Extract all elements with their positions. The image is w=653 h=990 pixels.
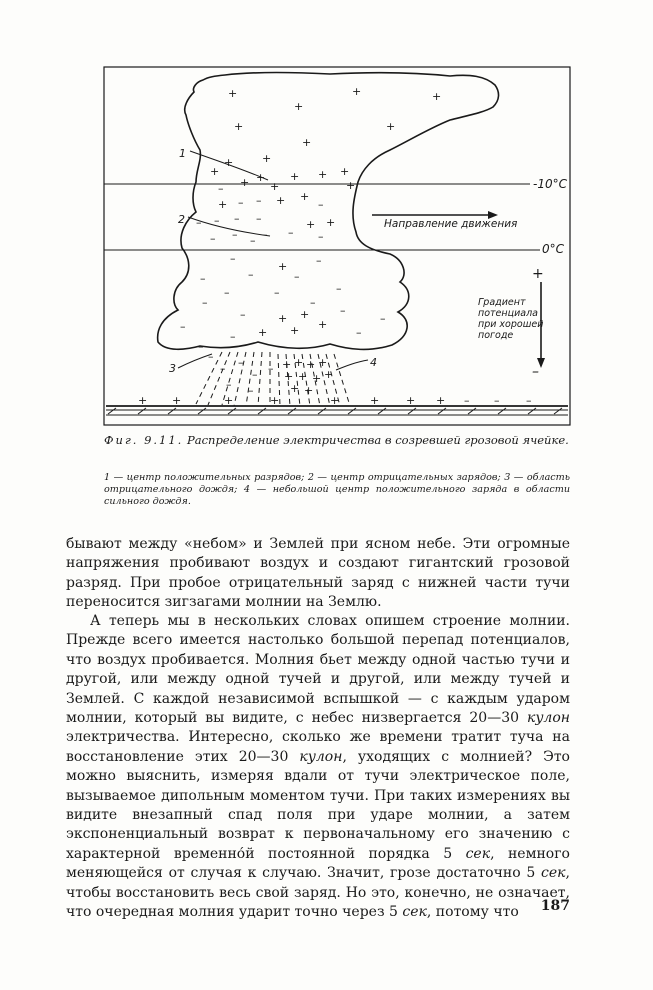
thundercloud-figure — [0, 0, 653, 430]
p2-part-7: сек — [541, 865, 566, 882]
gradient-minus: – — [532, 364, 539, 380]
svg-text:+: + — [282, 358, 292, 371]
ground-hatching — [106, 408, 568, 415]
svg-text:+: + — [138, 394, 148, 407]
svg-text:–: – — [220, 362, 226, 375]
label-direction: Направление движения — [384, 218, 518, 230]
svg-text:–: – — [248, 268, 254, 281]
figure-title: Распределение электричества в созревшей грозовой ячейке. — [187, 433, 569, 447]
svg-text:–: – — [274, 286, 280, 299]
svg-text:–: – — [226, 378, 232, 391]
svg-text:–: – — [256, 212, 262, 225]
svg-text:+: + — [318, 318, 328, 331]
svg-text:+: + — [406, 394, 416, 407]
svg-text:+: + — [270, 394, 280, 407]
svg-text:+: + — [300, 190, 310, 203]
p2-part-3: кулон — [299, 748, 343, 765]
svg-text:+: + — [436, 394, 446, 407]
p2-part-0: А теперь мы в нескольких словах опишем строение молнии. Прежде всего имеется настолько большой перепад потенциалов, что воздух пробивается. Молния бьет между одной частью тучи и другой, или между одной тучей и другой, или между тучей и Землей. С каждой независимой вспышкой — с каждым ударом молнии, который вы видите, с небес низвергается 20—30 — [66, 613, 570, 727]
svg-text:–: – — [198, 340, 204, 353]
svg-text:+: + — [294, 356, 304, 369]
svg-text:+: + — [240, 176, 250, 189]
svg-text:–: – — [230, 330, 236, 343]
gradient-line-4: погоде — [478, 330, 514, 341]
svg-text:–: – — [218, 182, 224, 195]
svg-text:–: – — [238, 356, 244, 369]
svg-text:–: – — [200, 272, 206, 285]
svg-text:–: – — [210, 232, 216, 245]
callout-3-line — [178, 354, 212, 368]
p2-part-4: , уходящих с молнией? Это можно выяснить, измеряя вдали от тучи электрическое поле, вызываемое дипольным моментом тучи. При таких измерениях вы видите внезапный спад поля при ударе молнии, а затем экспоненциальный возврат к первоначальному его значению с характерной временно́й постоянной порядка 5 — [66, 748, 570, 862]
p2-part-1: кулон — [526, 710, 570, 727]
svg-text:–: – — [262, 228, 268, 241]
svg-text:+: + — [278, 260, 288, 273]
svg-text:+: + — [258, 326, 268, 339]
svg-text:+: + — [270, 180, 280, 193]
svg-text:+: + — [210, 165, 220, 178]
svg-text:+: + — [234, 120, 244, 133]
svg-text:+: + — [312, 372, 322, 385]
svg-text:+: + — [306, 358, 316, 371]
svg-text:+: + — [386, 120, 396, 133]
svg-text:–: – — [230, 252, 236, 265]
svg-text:+: + — [294, 100, 304, 113]
label-zero: 0°C — [542, 242, 565, 256]
svg-text:–: – — [336, 282, 342, 295]
svg-text:+: + — [256, 171, 266, 184]
page-number: 187 — [540, 898, 570, 914]
svg-text:–: – — [248, 384, 254, 397]
figure-label: Фиг. 9.11. — [104, 433, 184, 447]
svg-text:–: – — [202, 296, 208, 309]
figure-legend: 1 — центр положительных разрядов; 2 — центр отрицательных зарядов; 3 — область отрицательного дождя; 4 — небольшой центр положительного заряда в области сильного дождя. — [104, 472, 570, 507]
svg-text:+: + — [278, 312, 288, 325]
svg-text:–: – — [494, 394, 500, 407]
gradient-line-1: Градиент — [478, 297, 526, 308]
svg-text:+: + — [172, 394, 182, 407]
callout-3: 3 — [169, 362, 176, 375]
p2-part-8: , чтобы восстановить весь свой заряд. Но это, конечно, не означает, что очередная молния ударит точно через 5 — [66, 865, 570, 921]
svg-text:+: + — [228, 87, 238, 100]
gradient-line-3: при хорошей — [478, 319, 544, 330]
svg-text:+: + — [224, 156, 234, 169]
svg-text:–: – — [252, 368, 258, 381]
svg-text:+: + — [324, 368, 334, 381]
svg-text:+: + — [218, 198, 228, 211]
callout-1: 1 — [179, 147, 186, 160]
svg-text:–: – — [224, 286, 230, 299]
svg-text:–: – — [380, 312, 386, 325]
callout-4: 4 — [370, 356, 377, 369]
svg-text:+: + — [290, 324, 300, 337]
svg-text:+: + — [318, 356, 328, 369]
svg-text:+: + — [340, 165, 350, 178]
svg-text:–: – — [288, 226, 294, 239]
svg-text:–: – — [316, 254, 322, 267]
paragraph-1 — [66, 535, 570, 613]
svg-text:–: – — [238, 196, 244, 209]
svg-text:–: – — [310, 296, 316, 309]
svg-text:–: – — [464, 394, 470, 407]
svg-text:–: – — [196, 216, 202, 229]
callout-2: 2 — [178, 213, 185, 226]
paragraph-2-text — [66, 612, 570, 923]
gradient-line-2: потенциала — [478, 308, 538, 319]
svg-text:+: + — [276, 194, 286, 207]
svg-text:–: – — [526, 394, 532, 407]
charge-symbols — [138, 85, 532, 407]
svg-text:+: + — [326, 216, 336, 229]
cloud-outline — [158, 73, 499, 350]
svg-text:–: – — [240, 308, 246, 321]
svg-text:–: – — [318, 230, 324, 243]
svg-text:+: + — [352, 85, 362, 98]
svg-text:+: + — [290, 382, 300, 395]
svg-text:+: + — [284, 370, 294, 383]
svg-text:–: – — [180, 320, 186, 333]
svg-text:–: – — [268, 362, 274, 375]
svg-text:+: + — [370, 394, 380, 407]
p2-part-10: , потому что — [426, 904, 519, 921]
p2-part-5: сек — [465, 845, 491, 862]
paragraph-1-text: бывают между «небом» и Землей при ясном небе. Эти огромные напряжения пробивают воздух и создают гигантский грозовой разряд. При пробое отрицательный заряд с нижней части тучи переносится зигзагами молнии на Землю. — [66, 536, 570, 611]
svg-text:+: + — [304, 384, 314, 397]
p2-part-9: сек — [402, 904, 427, 921]
svg-text:+: + — [298, 370, 308, 383]
svg-text:–: – — [208, 350, 214, 363]
svg-text:–: – — [294, 270, 300, 283]
svg-text:+: + — [432, 90, 442, 103]
p2-part-6: , немного меняющейся от случая к случаю. Значит, грозе достаточно 5 — [66, 845, 570, 882]
figure-caption — [104, 432, 570, 448]
svg-text:–: – — [340, 304, 346, 317]
svg-text:–: – — [234, 212, 240, 225]
svg-text:–: – — [356, 326, 362, 339]
svg-text:–: – — [214, 214, 220, 227]
svg-text:–: – — [318, 198, 324, 211]
svg-text:+: + — [300, 308, 310, 321]
paragraph-2 — [66, 612, 570, 923]
svg-text:+: + — [346, 179, 356, 192]
svg-text:+: + — [290, 170, 300, 183]
svg-text:+: + — [262, 152, 272, 165]
gradient-plus: + — [532, 266, 544, 282]
callout-4-line — [336, 360, 368, 370]
svg-text:+: + — [306, 218, 316, 231]
svg-text:–: – — [232, 228, 238, 241]
p2-part-2: электричества. Интересно, сколько же времени тратит туча на восстановление этих 20—30 — [66, 729, 570, 765]
gradient-label — [478, 297, 546, 341]
label-minus10: -10°C — [533, 177, 567, 191]
svg-text:–: – — [250, 234, 256, 247]
svg-text:–: – — [256, 194, 262, 207]
svg-text:+: + — [318, 168, 328, 181]
svg-text:+: + — [224, 394, 234, 407]
svg-text:+: + — [302, 136, 312, 149]
svg-text:+: + — [330, 394, 340, 407]
